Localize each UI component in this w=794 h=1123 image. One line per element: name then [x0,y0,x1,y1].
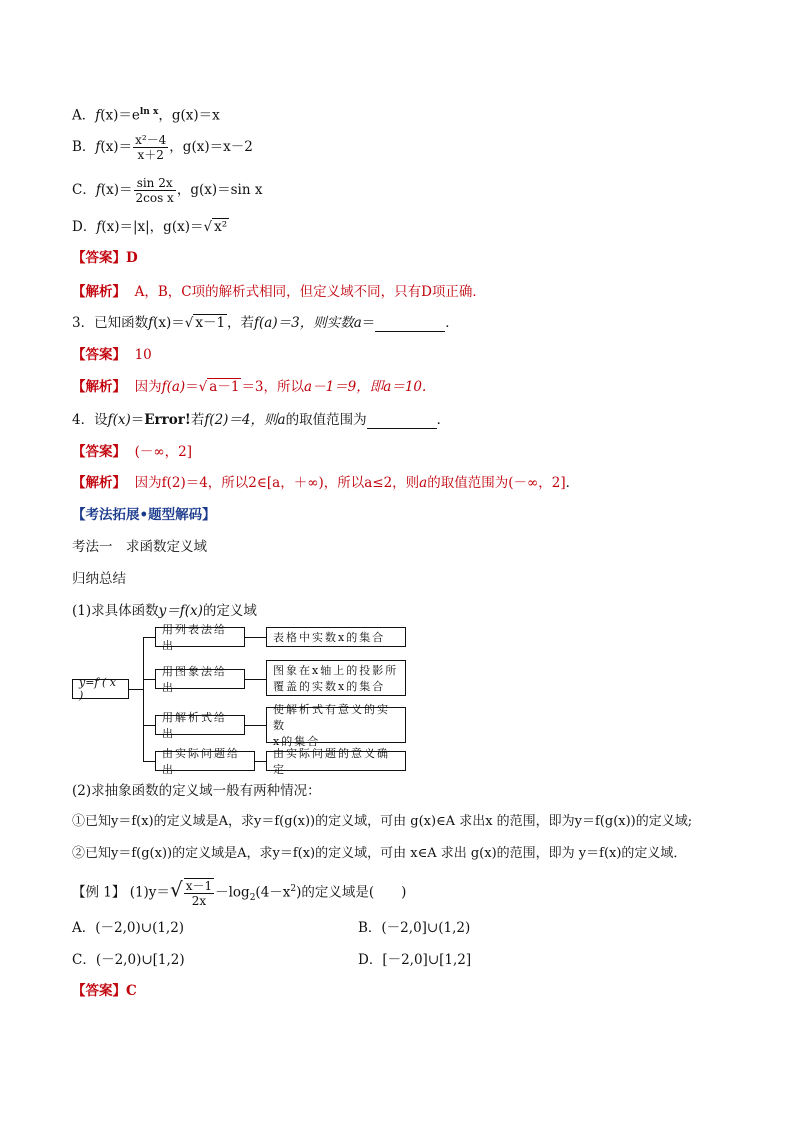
answer-1: 【答案】D [72,250,138,266]
result-table: 表格中实数x的集合 [266,627,406,647]
result-practical: 由实际问题的意义确定 [266,751,406,771]
question-3: 3．已知函数f(x)＝√ x－1 ，若f(a)＝3，则实数a＝ ． [72,315,459,331]
summary-title: 归纳总结 [72,571,126,587]
method-title: 考法一 求函数定义域 [72,539,207,555]
answer-blank-2 [367,414,437,429]
option-d: D．f(x)＝|x|，g(x)＝√ x² [72,219,228,235]
way-graph: 用图象法给出 [155,669,245,689]
answer-4: 【答案】 (－∞，2] [72,444,192,460]
diagram-root: y=f ( x ) [72,679,129,699]
option2-c: C．(－2,0)∪[1,2) [72,952,185,968]
result-formula: 使解析式有意义的实数 x的集合 [266,707,406,743]
explanation-3: 【解析】 因为f(a)＝√ a－1 ＝3，所以a－1＝9，即a＝10. [72,379,427,395]
paragraph-1: (1)求具体函数y＝f(x)的定义域 [72,603,257,619]
result-graph: 图象在x轴上的投影所 覆盖的实数x的集合 [266,660,406,696]
example-1: 【例 1】 (1)y＝√ $\frac{x-1}{2x}$ $-\log_2(4-x^2)$的定义域是( ) [72,877,407,908]
section-heading: 【考法拓展•题型解码】 [72,507,216,523]
option-c: C．f(x)＝ $\frac{\sin 2x}{\text{2cos x}}$ ，g(x)＝sin x [72,176,263,205]
explanation-4: 【解析】 因为f(2)＝4，所以2∈[a，＋∞)，所以a≤2，则a的取值范围为(－∞，2]． [72,475,580,491]
way-practical: 由实际问题给出 [155,751,255,771]
answer-5: 【答案】C [72,983,137,999]
option-b: B．f(x)＝ $\frac{\text{x²－4}}{x+2}$ ，g(x)＝x－2 [72,133,253,162]
domain-diagram [72,623,412,776]
answer-blank [375,317,445,332]
option-a: A．$f(x)=e^{ln x}$，g(x)＝x [72,107,220,124]
explanation-1: 【解析】 A，B，C项的解析式相同，但定义域不同，只有D项正确． [72,284,486,300]
answer-3: 【答案】 10 [72,347,152,363]
option2-d: D．[－2,0]∪[1,2] [358,952,472,968]
way-table: 用列表法给出 [155,627,245,647]
option2-a: A．(－2,0)∪(1,2) [72,920,185,936]
paragraph-2: (2)求抽象函数的定义域一般有两种情况： [72,783,321,799]
case-2: ②已知y＝f(g(x))的定义域是A，求y＝f(x)的定义域，可由 x∈A 求出 g(x)的范围，即为 y＝f(x)的定义域． [72,846,687,861]
case-1: ①已知y＝f(x)的定义域是A，求y＝f(g(x))的定义域，可由 g(x)∈A 求出x 的范围，即为y＝f(g(x))的定义域; [72,814,693,829]
question-4: 4．设f(x)＝Error!若f(2)＝4，则a的取值范围为 ． [72,412,451,428]
option2-b: B．(－2,0]∪(1,2) [358,920,471,936]
way-formula: 用解析式给出 [155,715,245,735]
